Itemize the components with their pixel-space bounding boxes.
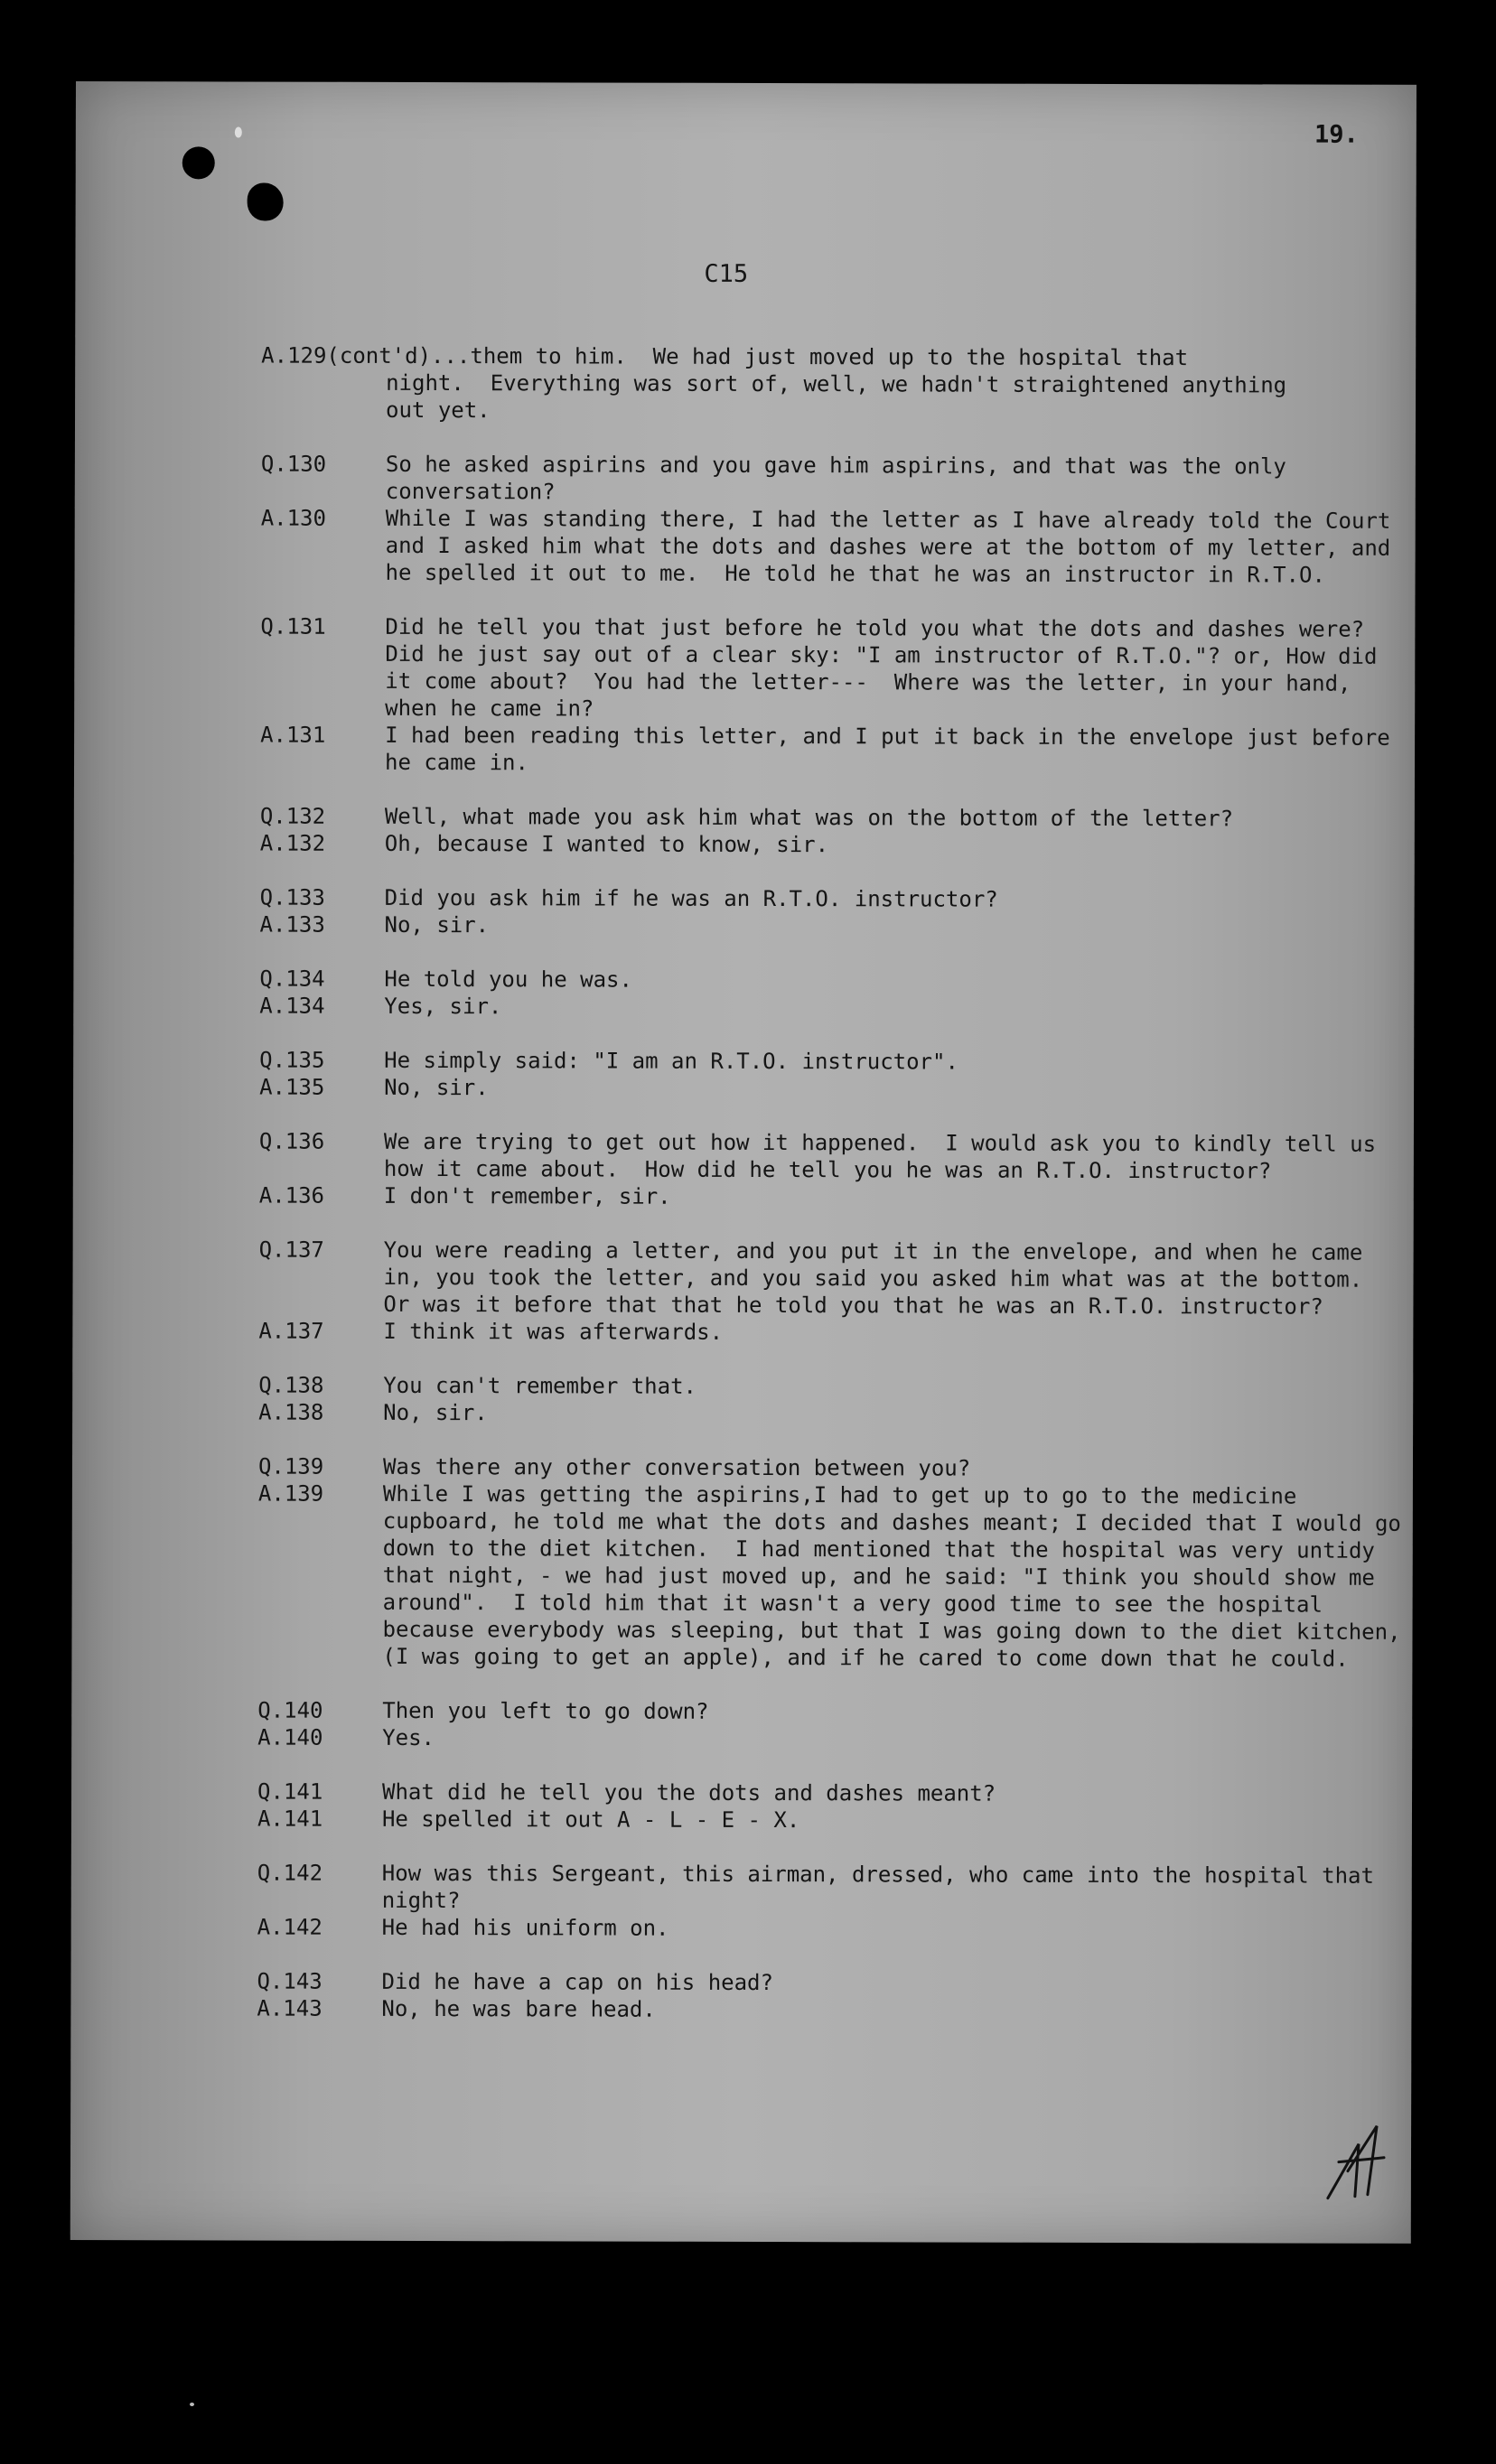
question-entry [260, 803, 1407, 833]
answer-entry [258, 1318, 1406, 1348]
entry-label: A.135 [259, 1074, 325, 1100]
entry-text: Yes, sir. [384, 993, 502, 1020]
entry-text: Did he tell you that just before he told you what the dots and dashes were? Did he just say out of a clear sky: "I am instructor of R.T.O."? or, How did it come about? You had the letter--- Where was the letter, in your hand, when he came in? [385, 613, 1391, 722]
question-entry [257, 1697, 1405, 1727]
entry-label: Q.138 [258, 1372, 324, 1398]
entry-label: A.131 [260, 722, 326, 748]
entry-text: No, sir. [384, 911, 490, 938]
entry-label: A.132 [259, 830, 326, 856]
entry-text: He told you he was. [384, 966, 632, 993]
question-entry [259, 966, 1407, 995]
entry-text: While I was standing there, I had the letter as I have already told the Court and I asked him what the dots and dashes were at the bottom of my letter, and he spelled it out to me. He told he that he was an instructor in R.T.O. [385, 505, 1404, 588]
punch-hole [248, 182, 284, 220]
answer-entry [257, 1995, 1404, 2025]
entry-label: A.142 [257, 1914, 323, 1940]
film-speck [190, 2403, 194, 2406]
entry-text: Then you left to go down? [382, 1697, 709, 1724]
entry-label: Q.136 [258, 1128, 325, 1154]
page-number: 19. [1314, 120, 1359, 149]
answer-entry [257, 1480, 1415, 1673]
entry-label: A.130 [260, 505, 327, 531]
answer-entry [259, 1182, 1407, 1212]
entry-text: Did he have a cap on his head? [381, 1968, 774, 1996]
handwritten-initials [1321, 2108, 1393, 2207]
answer-entry [257, 1914, 1405, 1944]
entry-label: Q.133 [259, 884, 325, 910]
question-entry [257, 1778, 1405, 1808]
entry-text: No, sir. [383, 1399, 488, 1426]
entry-text: Yes. [382, 1724, 435, 1751]
answer-entry [261, 505, 1408, 589]
entry-text: Well, what made you ask him what was on the bottom of the letter? [384, 803, 1234, 832]
entry-text: He spelled it out A - L - E - X. [381, 1806, 800, 1834]
entry-text: You can't remember that. [383, 1372, 697, 1399]
qa-list [257, 451, 1415, 2025]
entry-label: Q.134 [259, 966, 325, 992]
entry-label: Q.141 [257, 1778, 323, 1805]
answer-entry [259, 1074, 1407, 1104]
entry-label: Q.130 [260, 451, 327, 477]
answer-entry [257, 1806, 1405, 1835]
entry-text: What did he tell you the dots and dashes meant? [382, 1778, 996, 1806]
question-entry [261, 451, 1408, 508]
entry-label: Q.140 [257, 1697, 323, 1723]
entry-text: ...them to him. We had just moved up to the hospital that [431, 343, 1189, 371]
question-entry [258, 1237, 1406, 1321]
entry-label: Q.142 [257, 1860, 323, 1886]
entry-text: I don't remember, sir. [383, 1182, 671, 1209]
answer-entry [259, 993, 1407, 1022]
entry-label: Q.139 [257, 1453, 324, 1479]
entry-label: A.129(cont'd) [261, 342, 432, 369]
entry-label: A.143 [257, 1995, 323, 2021]
answer-entry [258, 1399, 1406, 1429]
entry-text: You were reading a letter, and you put it in the envelope, and when he came in, you took the letter, and you said you asked him what was at the bottom. Or was it before that that he told you that he was an R.T.O. instructor? [383, 1237, 1389, 1320]
question-entry [259, 1128, 1407, 1185]
entry-text: No, sir. [384, 1074, 489, 1101]
entry-label: A.133 [259, 911, 325, 938]
question-entry [258, 1372, 1406, 1402]
answer-entry [260, 911, 1407, 941]
entry-label: A.138 [258, 1399, 324, 1425]
entry-label: A.140 [257, 1724, 323, 1750]
entry-text: I had been reading this letter, and I put it back in the envelope just before he came in. [384, 722, 1404, 776]
question-entry [258, 1453, 1406, 1483]
entry-text: So he asked aspirins and you gave him aspirins, and that was the only conversation? [385, 451, 1300, 505]
punch-hole [182, 146, 215, 179]
entry-label: A.136 [258, 1182, 325, 1209]
question-entry [259, 1047, 1407, 1077]
entry-label: A.134 [259, 993, 325, 1019]
question-entry [260, 613, 1407, 724]
entry-label: Q.137 [258, 1237, 324, 1263]
document-code: C15 [704, 259, 749, 288]
entry-text: While I was getting the aspirins,I had to get up to go to the medicine cupboard, he told me what the dots and dashes meant; I decided that I would go down to the diet kitchen. I had mentioned that the hospital was very untidy that night, - we had just moved up, and he said: "I think you should show me around". I told him that it wasn't a very good time to see the hospital because everybody was sleeping, but that I was going down to the diet kitchen, (I was going to get an apple), and if he cared to come down that he could. [382, 1480, 1415, 1672]
answer-entry [257, 1724, 1405, 1754]
entry-label: Q.131 [260, 613, 326, 639]
entry-label: A.139 [257, 1480, 324, 1507]
entry-label: Q.132 [259, 803, 326, 829]
entry-text: He simply said: "I am an R.T.O. instructor". [384, 1047, 958, 1075]
entry-text: Was there any other conversation between you? [382, 1453, 971, 1481]
entry-text: Did you ask him if he was an R.T.O. instructor? [384, 884, 998, 912]
entry-label: Q.135 [259, 1047, 325, 1073]
transcript-body [257, 342, 1415, 2025]
entry-text-continuation: night. Everything was sort of, well, we hadn't straightened anything out yet. [386, 369, 1287, 424]
entry-text: He had his uniform on. [381, 1914, 669, 1941]
paper-sheet [70, 81, 1417, 2244]
entry-label: A.141 [257, 1806, 323, 1832]
entry-text: How was this Sergeant, this airman, dressed, who came into the hospital that night? [381, 1860, 1388, 1914]
question-entry [257, 1860, 1405, 1917]
answer-entry [260, 830, 1407, 860]
entry-text: No, he was bare head. [381, 1995, 656, 2022]
continued-answer [261, 342, 1408, 372]
entry-text: We are trying to get out how it happened. I would ask you to kindly tell us how it came about. How did he tell you he was an R.T.O. instructor? [383, 1128, 1389, 1184]
entry-label: Q.143 [257, 1968, 323, 1994]
entry-text: Oh, because I wanted to know, sir. [384, 830, 829, 858]
paper-speck [235, 126, 242, 137]
answer-entry [260, 722, 1407, 779]
question-entry [257, 1968, 1404, 1998]
entry-label: A.137 [258, 1318, 324, 1344]
question-entry [260, 884, 1407, 914]
entry-text: I think it was afterwards. [383, 1318, 724, 1345]
